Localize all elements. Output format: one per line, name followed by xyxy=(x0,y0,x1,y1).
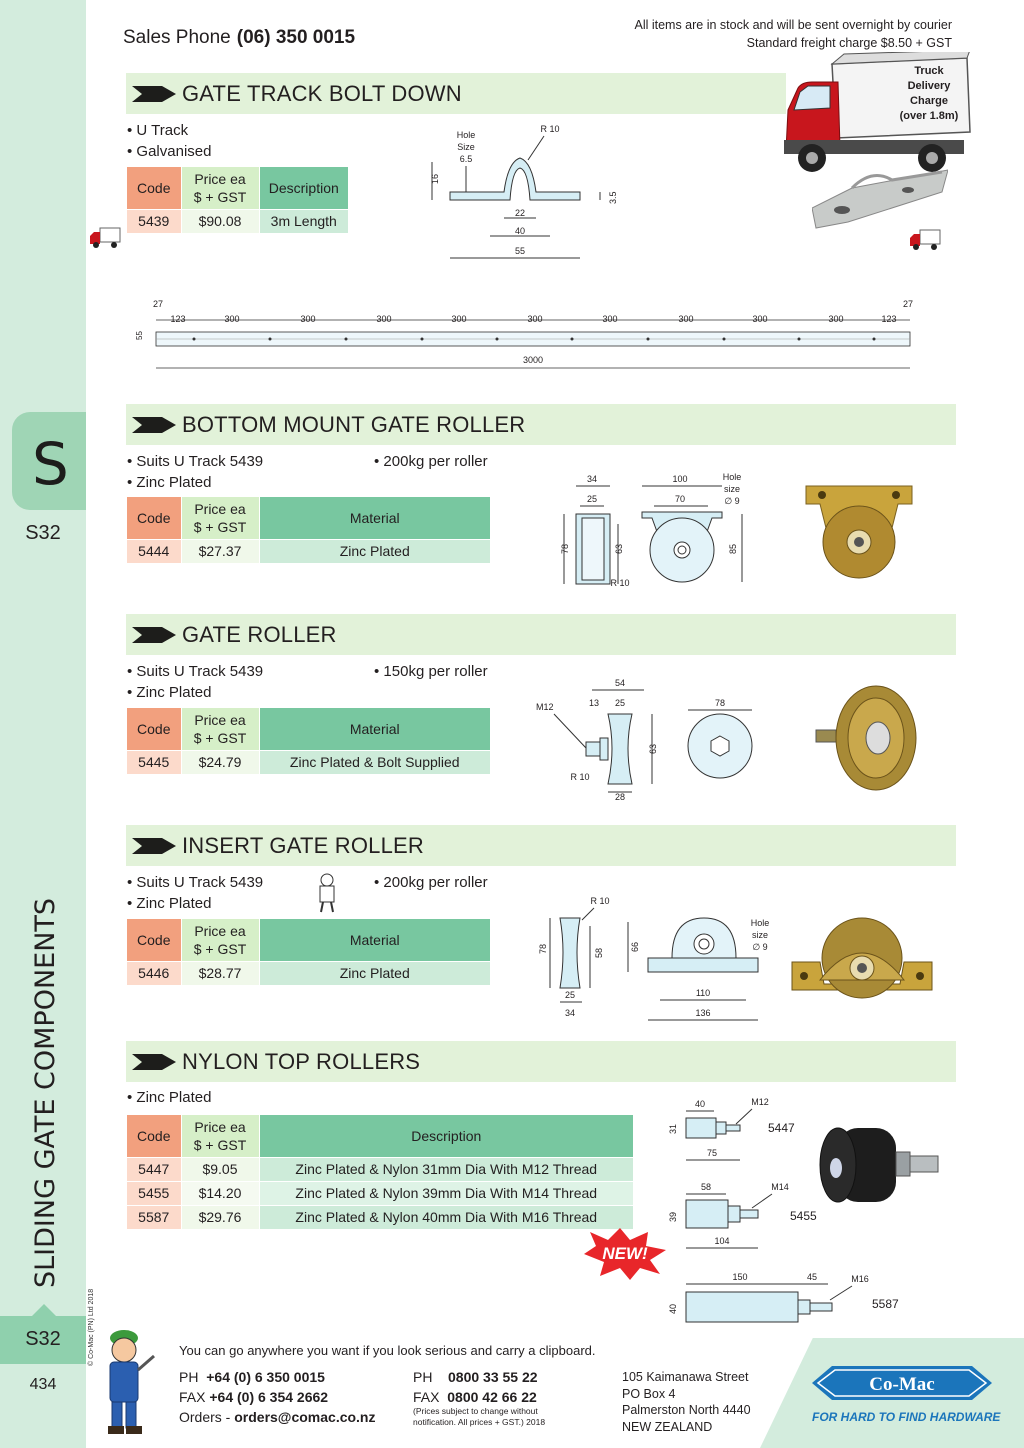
dim-m12: M12 xyxy=(536,702,554,712)
dim-w34: 34 xyxy=(564,1008,576,1018)
cell-price: $90.08 xyxy=(181,209,259,233)
dim-hole-3: ∅ 9 xyxy=(752,942,768,952)
header-material: Material xyxy=(259,919,491,961)
table-row xyxy=(127,1205,634,1229)
truck-label-2: Delivery xyxy=(907,80,951,92)
label-5455: 5455 xyxy=(790,1209,817,1223)
bullet-item: • Zinc Plated xyxy=(127,683,212,701)
dim-h: 16 xyxy=(430,173,440,184)
header-code: Code xyxy=(127,1115,181,1157)
logo-tagline: FOR HARD TO FIND HARDWARE xyxy=(812,1410,1001,1424)
footer-contact xyxy=(179,1367,376,1427)
dim-w54: 54 xyxy=(614,678,626,688)
cell-price: $14.20 xyxy=(181,1181,259,1205)
dim-w70: 70 xyxy=(674,494,686,504)
bullet-load: • 150kg per roller xyxy=(374,663,488,680)
gate-roller-diagram xyxy=(520,676,770,806)
dim-hole-1: Hole xyxy=(722,472,742,482)
section-insert-roller xyxy=(126,825,956,866)
dim-5447-h: 31 xyxy=(668,1123,678,1134)
arrow-icon xyxy=(132,417,176,433)
dim-hole-2: size xyxy=(723,484,741,494)
bullet-list xyxy=(127,1088,211,1109)
stock-line-2: Standard freight charge $8.50 + GST xyxy=(746,36,952,50)
bullet-item: • Suits U Track 5439 xyxy=(127,663,264,680)
vertical-title: SLIDING GATE COMPONENTS xyxy=(30,897,61,1288)
header-price: Price ea $ + GST xyxy=(181,497,259,539)
address-line: 105 Kaimanawa Street xyxy=(622,1370,749,1384)
delivery-truck-icon xyxy=(88,226,122,250)
section-title: BOTTOM MOUNT GATE ROLLER xyxy=(182,412,526,437)
dim-pitch: 300 xyxy=(300,314,316,324)
sales-phone xyxy=(123,27,355,49)
bullet-load: • 200kg per roller xyxy=(374,874,488,891)
bullet-list xyxy=(127,121,211,162)
dim-r10: R 10 xyxy=(590,896,610,906)
dim-pitch: 300 xyxy=(224,314,240,324)
dim-pitch: 300 xyxy=(828,314,844,324)
bullet-item: • Suits U Track 5439 xyxy=(127,453,264,470)
section-tab xyxy=(12,412,86,510)
section-nylon-rollers xyxy=(126,1041,956,1082)
dim-5455-w: 58 xyxy=(700,1182,712,1192)
dim-r10: R 10 xyxy=(610,578,630,588)
header-code: Code xyxy=(127,708,181,750)
dim-h58: 58 xyxy=(594,947,604,958)
arrow-icon xyxy=(132,627,176,643)
bullet-list xyxy=(127,873,263,914)
dim-end-right: 27 xyxy=(902,299,914,309)
table-row xyxy=(127,1157,634,1181)
dim-5447-total: 75 xyxy=(706,1148,718,1158)
arrow-icon xyxy=(132,1054,176,1070)
dim-w25: 25 xyxy=(586,494,598,504)
table-row xyxy=(127,209,349,233)
stock-line-1: All items are in stock and will be sent overnight by courier xyxy=(634,18,952,32)
dim-first: 123 xyxy=(170,314,186,324)
phone-number: +64 (0) 6 350 0015 xyxy=(206,1369,325,1385)
ph-label: PH xyxy=(179,1369,199,1385)
dim-height: 55 xyxy=(135,331,144,340)
dim-5587-total: 45 xyxy=(806,1272,818,1282)
table-row xyxy=(127,1181,634,1205)
dim-w25: 25 xyxy=(564,990,576,1000)
dim-w110: 110 xyxy=(695,988,711,998)
dim-w28: 28 xyxy=(614,792,626,802)
dim-5587-thread: M16 xyxy=(851,1274,869,1284)
header-code: Code xyxy=(127,497,181,539)
freefax-number: 0800 42 66 22 xyxy=(447,1389,537,1405)
dim-h63: 63 xyxy=(614,543,624,554)
bullet-item: • Suits U Track 5439 xyxy=(127,874,264,891)
cell-material: Zinc Plated xyxy=(259,539,491,563)
header-price: Price ea $ + GST xyxy=(181,919,259,961)
bottom-roller-photo xyxy=(802,482,916,580)
address-line: Palmerston North 4440 xyxy=(622,1403,751,1417)
dim-5587-h: 40 xyxy=(668,1303,678,1314)
dim-w25: 25 xyxy=(614,698,626,708)
dim-hole-1: Hole xyxy=(750,918,770,928)
table-row xyxy=(127,961,491,985)
dim-5447-w: 40 xyxy=(694,1099,706,1109)
cell-description: Zinc Plated & Nylon 31mm Dia With M12 Thread xyxy=(259,1157,634,1181)
bullet-item: • Zinc Plated xyxy=(127,1089,212,1106)
address-line: PO Box 4 xyxy=(622,1386,676,1401)
dim-hole-3: ∅ 9 xyxy=(724,496,740,506)
product-table xyxy=(127,497,491,563)
orders-email[interactable]: orders@comac.co.nz xyxy=(234,1409,376,1425)
header-description: Description xyxy=(259,167,349,209)
dim-pitch: 300 xyxy=(376,314,392,324)
cell-description: Zinc Plated & Nylon 39mm Dia With M14 Thread xyxy=(259,1181,634,1205)
dim-5455-thread: M14 xyxy=(771,1182,789,1192)
dim-last: 123 xyxy=(881,314,897,324)
bullet-list xyxy=(127,452,263,493)
dim-w100: 100 xyxy=(672,474,688,484)
dim-pitch: 300 xyxy=(527,314,543,324)
new-badge-text: NEW! xyxy=(602,1244,648,1263)
header-price: Price ea $ + GST xyxy=(181,708,259,750)
dim-5587-w: 150 xyxy=(732,1272,748,1282)
header-price: Price ea $ + GST xyxy=(181,1115,259,1157)
new-badge xyxy=(580,1228,670,1280)
gate-roller-photo xyxy=(814,682,918,794)
sidebar xyxy=(0,0,86,1448)
section-letter: S xyxy=(32,430,69,498)
dim-d78: 78 xyxy=(714,698,726,708)
section-title: GATE ROLLER xyxy=(182,622,337,647)
dim-pitch: 300 xyxy=(678,314,694,324)
bullet-item: • Zinc Plated xyxy=(127,473,212,491)
sales-label: Sales Phone xyxy=(123,27,231,48)
cell-code: 5445 xyxy=(127,750,181,774)
cell-material: Zinc Plated xyxy=(259,961,491,985)
dim-pitch: 300 xyxy=(602,314,618,324)
page-code-bottom: S32 xyxy=(25,1328,61,1350)
table-row xyxy=(127,750,491,774)
dim-5447-thread: M12 xyxy=(751,1097,769,1107)
sales-number: (06) 350 0015 xyxy=(236,27,356,48)
arrow-icon xyxy=(132,838,176,854)
cell-code: 5587 xyxy=(127,1205,181,1229)
dim-hole-2: size xyxy=(751,930,769,940)
header-description: Description xyxy=(259,1115,634,1157)
table-row xyxy=(127,539,491,563)
page-code-top: S32 xyxy=(25,522,61,544)
cell-code: 5444 xyxy=(127,539,181,563)
track-length-diagram xyxy=(132,296,924,378)
cell-code: 5455 xyxy=(127,1181,181,1205)
product-table xyxy=(127,1115,634,1229)
dim-hole-2: Size xyxy=(457,142,475,152)
nylon-roller-photo xyxy=(816,1122,940,1208)
footer-quote: You can go anywhere you want if you look serious and carry a clipboard. xyxy=(179,1343,596,1358)
dim-w3: 55 xyxy=(514,246,526,256)
cell-code: 5439 xyxy=(127,209,181,233)
product-table xyxy=(127,919,491,985)
dim-w34: 34 xyxy=(586,474,598,484)
dim-h66: 66 xyxy=(630,941,640,952)
dim-w13: 13 xyxy=(588,698,600,708)
cell-description: 3m Length xyxy=(259,209,349,233)
bottom-roller-diagram xyxy=(552,470,752,598)
bullet-item: • U Track xyxy=(127,122,189,139)
truck-label xyxy=(896,64,962,124)
cell-code: 5447 xyxy=(127,1157,181,1181)
header-material: Material xyxy=(259,497,491,539)
fax-label: FAX xyxy=(179,1389,206,1405)
dim-hole-3: 6.5 xyxy=(459,154,473,164)
dim-h78: 78 xyxy=(560,543,570,554)
label-5587: 5587 xyxy=(872,1297,899,1311)
comac-logo xyxy=(810,1362,994,1404)
cell-price: $28.77 xyxy=(181,961,259,985)
delivery-truck-icon-2 xyxy=(908,228,942,252)
header-code: Code xyxy=(127,167,181,209)
dim-hole-1: Hole xyxy=(456,130,476,140)
insert-roller-photo xyxy=(790,906,934,1010)
truck-label-4: (over 1.8m) xyxy=(899,110,959,122)
section-title: NYLON TOP ROLLERS xyxy=(182,1049,421,1074)
cell-description: Zinc Plated & Nylon 40mm Dia With M16 Thread xyxy=(259,1205,634,1229)
dim-r: R 10 xyxy=(540,124,560,134)
bullet-load: • 200kg per roller xyxy=(374,453,488,470)
product-table xyxy=(127,708,491,774)
dim-r10: R 10 xyxy=(570,772,590,782)
truck-label-3: Charge xyxy=(910,95,948,107)
dim-pitch: 300 xyxy=(451,314,467,324)
address-line: NEW ZEALAND xyxy=(622,1419,713,1434)
copyright: © Co-Mac (PN) Ltd 2018 xyxy=(88,1288,95,1366)
dim-h85: 85 xyxy=(728,543,738,554)
dim-end-left: 27 xyxy=(152,299,164,309)
cell-material: Zinc Plated & Bolt Supplied xyxy=(259,750,491,774)
bullet-item: • Galvanised xyxy=(127,142,212,160)
freephone-number: 0800 33 55 22 xyxy=(448,1369,538,1385)
track-profile-diagram xyxy=(420,120,630,266)
insert-roller-diagram xyxy=(536,892,776,1022)
dim-5455-h: 39 xyxy=(668,1211,678,1222)
arrow-icon xyxy=(132,86,176,102)
orders-label: Orders - xyxy=(179,1409,231,1425)
ph2-label: PH xyxy=(413,1369,433,1385)
dim-total: 3000 xyxy=(522,355,544,365)
header-code: Code xyxy=(127,919,181,961)
header-price: Price ea $ + GST xyxy=(181,167,259,209)
dim-5455-total: 104 xyxy=(714,1236,730,1246)
cell-price: $9.05 xyxy=(181,1157,259,1181)
header-material: Material xyxy=(259,708,491,750)
dim-h78: 78 xyxy=(538,943,548,954)
bullet-list xyxy=(127,662,263,703)
stock-note xyxy=(634,16,952,52)
dim-h63: 63 xyxy=(648,743,658,754)
section-bottom-mount xyxy=(126,404,956,445)
section-title: INSERT GATE ROLLER xyxy=(182,833,425,858)
fax2-label: FAX xyxy=(413,1389,440,1405)
price-note: (Prices subject to change without notification. All prices + GST.) 2018 xyxy=(413,1406,546,1427)
cell-code: 5446 xyxy=(127,961,181,985)
section-gate-track xyxy=(126,73,786,114)
dim-w136: 136 xyxy=(695,1008,711,1018)
bullet-item: • Zinc Plated xyxy=(127,894,212,912)
dim-pitch: 300 xyxy=(752,314,768,324)
product-table xyxy=(127,167,349,233)
dim-w1: 22 xyxy=(514,208,526,218)
mechanic-icon xyxy=(312,872,342,914)
dim-w2: 40 xyxy=(514,226,526,236)
fax-number: +64 (0) 6 354 2662 xyxy=(209,1389,329,1405)
footer-freephone xyxy=(413,1367,538,1407)
cell-price: $24.79 xyxy=(181,750,259,774)
label-5447: 5447 xyxy=(768,1121,795,1135)
mascot-icon xyxy=(92,1326,158,1436)
address xyxy=(622,1369,751,1435)
page-code-box xyxy=(0,1316,86,1364)
cell-price: $29.76 xyxy=(181,1205,259,1229)
section-gate-roller xyxy=(126,614,956,655)
cell-price: $27.37 xyxy=(181,539,259,563)
logo-text: Co-Mac xyxy=(869,1374,935,1395)
dim-t: 3.5 xyxy=(608,191,618,204)
section-title: GATE TRACK BOLT DOWN xyxy=(182,81,462,106)
page-number: 434 xyxy=(29,1376,57,1393)
truck-label-1: Truck xyxy=(914,65,944,77)
